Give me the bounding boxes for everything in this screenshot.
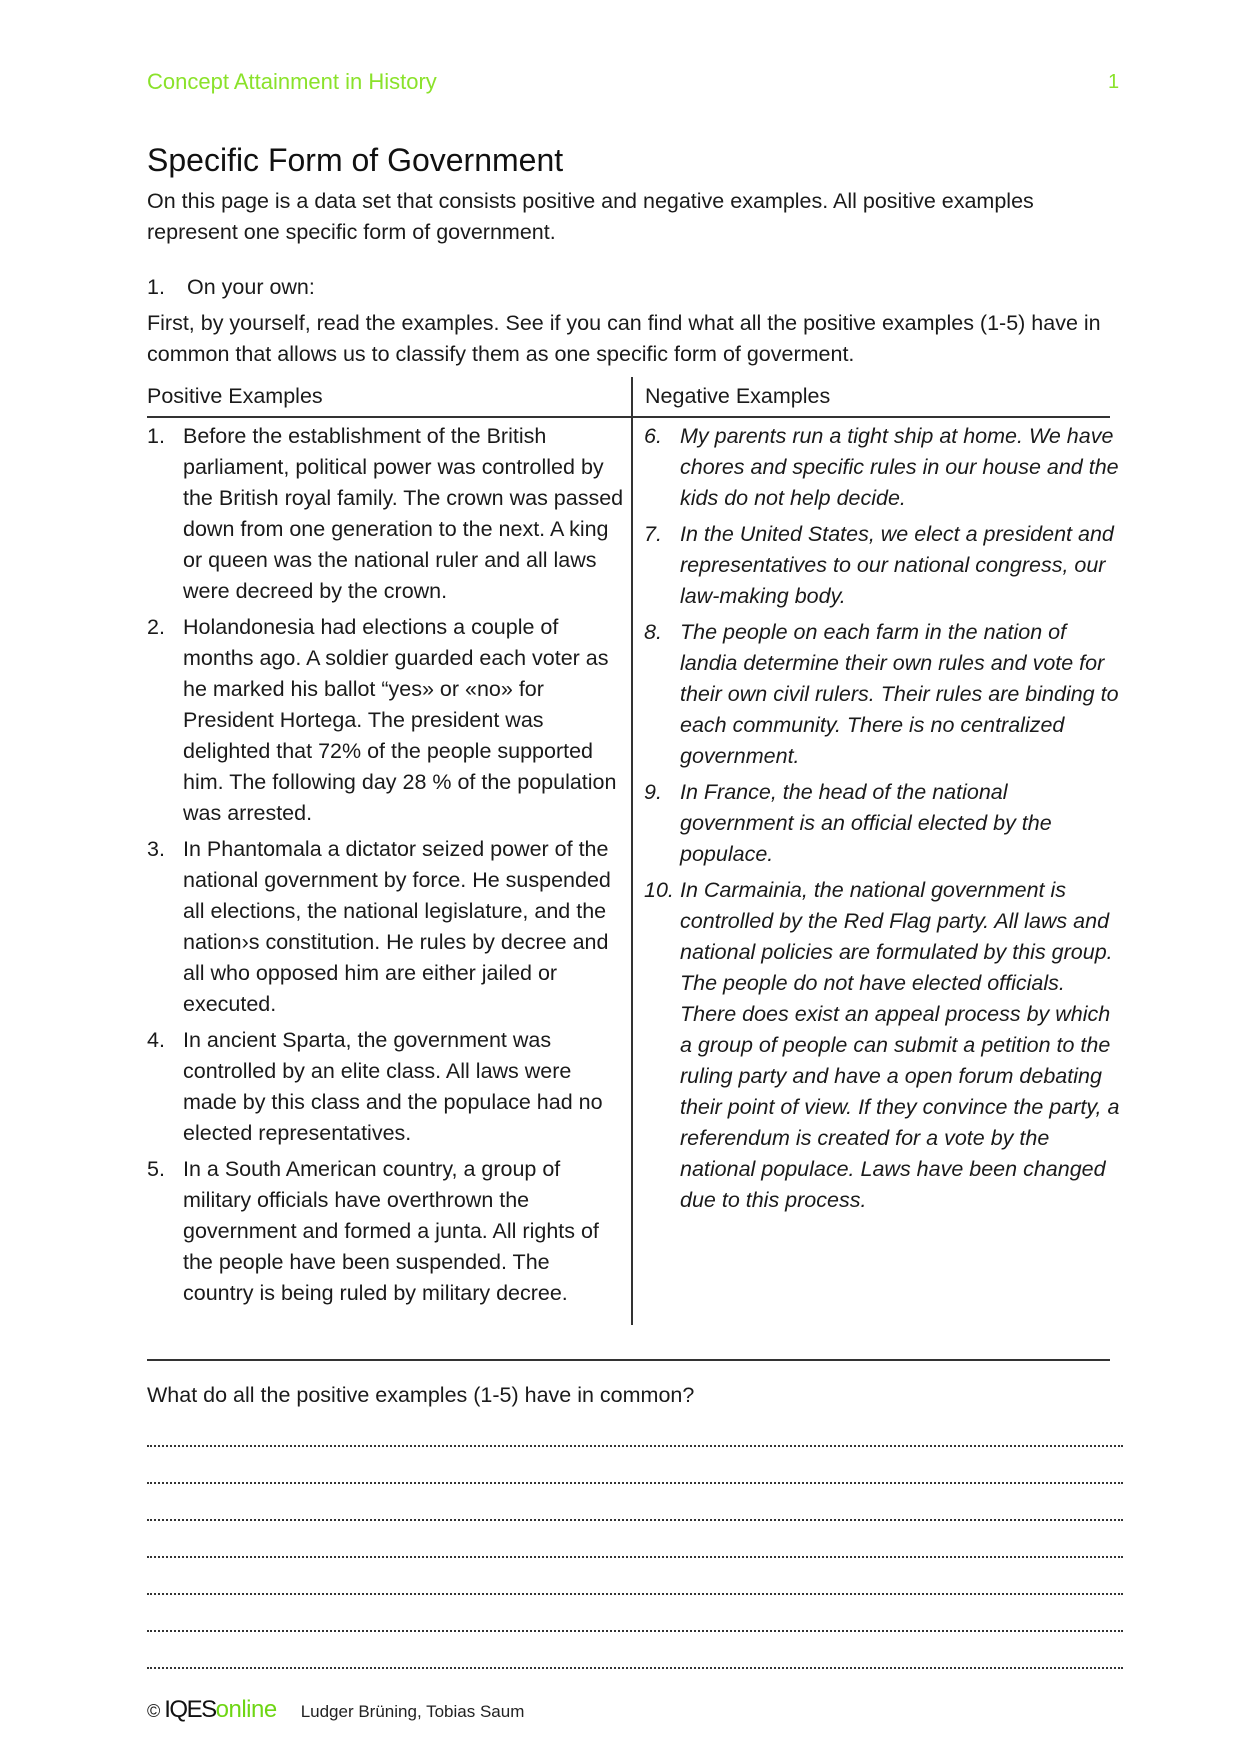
answer-line[interactable]	[147, 1667, 1123, 1669]
item-text: The people on each farm in the nation of landia determine their own rules and vote for their own civil rulers. Their rules are binding to each community. There is no centralized government.	[680, 620, 1119, 768]
running-header-title: Concept Attainment in History	[147, 69, 437, 94]
item-number: 3.	[147, 837, 165, 861]
section-separator	[147, 1359, 1110, 1361]
item-text: Holandonesia had elections a couple of months ago. A soldier guarded each voter as he marked his ballot “yes» or «no» for President Hortega. The president was delighted that 72% of the people supported him. The following day 28 % of the population was arrested.	[183, 615, 617, 825]
item-text: In ancient Sparta, the government was controlled by an elite class. All laws were made by this class and the populace had no elected representatives.	[183, 1028, 603, 1145]
list-item	[644, 875, 1122, 1216]
item-number: 2.	[147, 615, 165, 639]
item-number: 10.	[644, 878, 674, 902]
authors: Ludger Brüning, Tobias Saum	[300, 1702, 525, 1721]
footer	[147, 1698, 524, 1724]
answer-line[interactable]	[147, 1556, 1123, 1558]
item-number: 9.	[644, 780, 662, 804]
list-item	[644, 519, 1122, 612]
answer-line[interactable]	[147, 1482, 1123, 1484]
column-divider	[631, 377, 633, 1325]
list-item	[147, 1025, 625, 1149]
page-number: 1	[1108, 71, 1120, 93]
answer-line[interactable]	[147, 1630, 1123, 1632]
positive-examples-list	[147, 421, 625, 1314]
answer-line[interactable]	[147, 1593, 1123, 1595]
item-text: In Carmainia, the national government is controlled by the Red Flag party. All laws and national policies are formulated by this group. The people do not have elected officials. There does exist an appeal process by which a group of people can submit a petition to the ruling party and have a open forum debating their point of view. If they convince the party, a referendum is created for a vote by the national populace. Laws have been changed due to this process.	[680, 878, 1120, 1212]
item-text: In the United States, we elect a president and representatives to our national congress, our law-making body.	[680, 522, 1114, 608]
copyright-icon: ©	[147, 1701, 161, 1721]
brand-logo-iqes: IQES	[164, 1696, 216, 1723]
step-number: 1.	[147, 275, 165, 299]
instructions-paragraph: First, by yourself, read the examples. See if you can find what all the positive examples (1-5) have in common that allows us to classify them as one specific form of goverment.	[147, 311, 1101, 366]
table-header-rule	[147, 416, 1110, 418]
intro-paragraph: On this page is a data set that consists positive and negative examples. All positive examples represent one specific form of government.	[147, 189, 1034, 244]
item-number: 4.	[147, 1028, 165, 1052]
item-number: 7.	[644, 522, 662, 546]
negative-examples-header: Negative Examples	[645, 384, 831, 408]
answer-line[interactable]	[147, 1445, 1123, 1447]
answer-line[interactable]	[147, 1519, 1123, 1521]
item-text: My parents run a tight ship at home. We have chores and specific rules in our house and the kids do not help decide.	[680, 424, 1119, 510]
list-item	[644, 421, 1122, 514]
item-number: 6.	[644, 424, 662, 448]
list-item	[644, 617, 1122, 772]
item-text: In a South American country, a group of military officials have overthrown the government and formed a junta. All rights of the people have been suspended. The country is being ruled by military decree.	[183, 1157, 599, 1305]
list-item	[147, 834, 625, 1020]
item-number: 5.	[147, 1157, 165, 1181]
item-text: Before the establishment of the British parliament, political power was controlled by the British royal family. The crown was passed down from one generation to the next. A king or queen was the national ruler and all laws were decreed by the crown.	[183, 424, 624, 603]
step-label: On your own:	[187, 275, 315, 299]
step-heading	[147, 272, 1122, 303]
list-item	[147, 1154, 625, 1309]
item-number: 8.	[644, 620, 662, 644]
question-prompt: What do all the positive examples (1-5) have in common?	[147, 1383, 695, 1407]
list-item	[147, 421, 625, 607]
item-text: In Phantomala a dictator seized power of the national government by force. He suspended all elections, the national legislature, and the nation›s constitution. He rules by decree and all who opposed him are either jailed or executed.	[183, 837, 611, 1016]
item-number: 1.	[147, 424, 165, 448]
list-item	[644, 777, 1122, 870]
item-text: In France, the head of the national government is an official elected by the populace.	[680, 780, 1052, 866]
list-item	[147, 612, 625, 829]
page-title: Specific Form of Government	[147, 142, 564, 178]
brand-logo-online: online	[215, 1696, 277, 1723]
negative-examples-list	[644, 421, 1122, 1221]
positive-examples-header: Positive Examples	[147, 384, 323, 408]
